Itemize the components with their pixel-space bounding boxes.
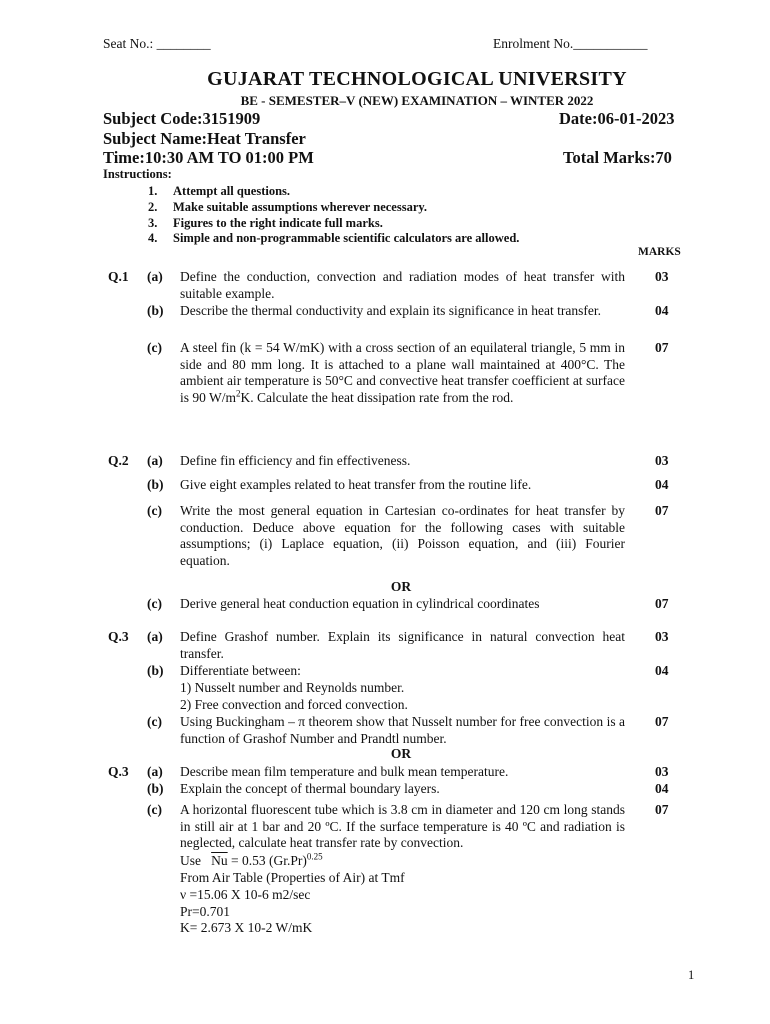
question-text: Differentiate between:: [180, 663, 301, 678]
instruction-text: Figures to the right indicate full marks.: [173, 216, 383, 230]
or-separator: OR: [390, 579, 412, 594]
sub-question-label: (b): [147, 781, 164, 796]
sub-question-label: (a): [147, 764, 163, 779]
question-marks: 04: [655, 477, 669, 492]
question-marks: 07: [655, 596, 669, 611]
question-marks: 03: [655, 764, 669, 779]
prandtl-number-value: Pr=0.701: [180, 904, 230, 919]
total-marks: Total Marks:70: [563, 148, 672, 167]
sub-question-label: (a): [147, 269, 163, 284]
question-marks: 04: [655, 303, 669, 318]
exam-title: BE - SEMESTER–V (NEW) EXAMINATION – WINTER 2022: [240, 93, 594, 108]
question-text: Describe mean film temperature and bulk mean temperature.: [180, 764, 509, 779]
university-title: GUJARAT TECHNOLOGICAL UNIVERSITY: [207, 68, 627, 90]
question-number: Q.1: [108, 269, 129, 284]
question-text-part: K. Calculate the heat dissipation rate from the rod.: [240, 389, 514, 405]
question-marks: 07: [655, 503, 669, 518]
instruction-num: 4.: [148, 231, 158, 245]
use-label: Use: [180, 853, 201, 868]
formula-text: = 0.53 (Gr.Pr): [227, 853, 307, 868]
question-marks: 04: [655, 781, 669, 796]
marks-column-header: MARKS: [638, 246, 681, 258]
question-number: Q.3: [108, 629, 129, 644]
sub-question-label: (b): [147, 663, 164, 678]
instruction-text: Attempt all questions.: [173, 184, 291, 198]
sub-question-label: (c): [147, 503, 162, 518]
instruction-num: 1.: [148, 184, 158, 198]
question-marks: 04: [655, 663, 669, 678]
question-marks: 03: [655, 453, 669, 468]
superscript: 2: [236, 388, 241, 399]
subject-code: Subject Code:3151909: [103, 109, 261, 128]
question-text: Define fin efficiency and fin effectiveness.: [180, 453, 411, 468]
enrolment-number-field: Enrolment No.___________: [493, 36, 648, 51]
question-number: Q.3: [108, 764, 129, 779]
question-text: [180, 340, 625, 406]
sub-question-label: (c): [147, 714, 162, 729]
question-text: Define the conduction, convection and radiation modes of heat transfer with suitable example.: [180, 269, 625, 301]
seat-number-field: Seat No.: ________: [103, 36, 211, 51]
sub-question-label: (c): [147, 340, 162, 355]
question-text: Write the most general equation in Cartesian co-ordinates for heat transfer by conduction. Deduce above equation for the following cases with suitable assumptions; (i) Laplace equation, (ii) Poisson equation, and (iii) Fourier equation.: [180, 503, 625, 568]
page-number: 1: [688, 968, 695, 982]
formula-exponent: 0.25: [306, 851, 323, 862]
air-table-line: From Air Table (Properties of Air) at Tmf: [180, 870, 405, 885]
question-marks: 03: [655, 269, 669, 284]
sub-question-label: (c): [147, 596, 162, 611]
question-text-line: 2) Free convection and forced convection.: [180, 697, 408, 712]
nusselt-symbol: $\overline{Nu}$: [211, 853, 228, 868]
kinematic-viscosity-value: ν =15.06 X 10-6 m2/sec: [180, 887, 311, 902]
question-text: Describe the thermal conductivity and explain its significance in heat transfer.: [180, 303, 601, 318]
question-text: Explain the concept of thermal boundary layers.: [180, 781, 440, 796]
instructions-title: Instructions:: [103, 167, 172, 181]
question-text: A horizontal fluorescent tube which is 3.8 cm in diameter and 120 cm long stands in still air at 1 bar and 20 ºC. If the surface temperature is 40 ºC and radiation is neglected, calculate heat transfer rate by convection.: [180, 802, 625, 851]
sub-question-label: (c): [147, 802, 162, 817]
sub-question-label: (a): [147, 453, 163, 468]
question-text: Derive general heat conduction equation in cylindrical coordinates: [180, 596, 540, 611]
sub-question-label: (b): [147, 477, 164, 492]
question-text-part: A steel fin (k = 54 W/mK) with a cross section of an equilateral triangle, 5 mm in side and 80 mm long. It is attached to a plane wall maintained at 400°C. The ambient air temperature is 50°C and convective heat transfer coefficient at surface is 90 W/m: [180, 340, 625, 405]
instruction-text: Simple and non-programmable scientific calculators are allowed.: [173, 231, 520, 245]
question-marks: 07: [655, 714, 669, 729]
question-marks: 07: [655, 340, 669, 355]
question-text: Define Grashof number. Explain its significance in natural convection heat transfer.: [180, 629, 625, 661]
question-text-line: 1) Nusselt number and Reynolds number.: [180, 680, 405, 695]
exam-time: Time:10:30 AM TO 01:00 PM: [103, 148, 314, 167]
or-separator: OR: [390, 746, 412, 761]
subject-name: Subject Name:Heat Transfer: [103, 129, 306, 148]
question-text: Using Buckingham – π theorem show that Nusselt number for free convection is a function of Grashof Number and Prandtl number.: [180, 714, 625, 746]
formula-line: [180, 853, 323, 870]
instruction-text: Make suitable assumptions wherever necessary.: [173, 200, 428, 214]
question-marks: 03: [655, 629, 669, 644]
question-number: Q.2: [108, 453, 129, 468]
question-text: Give eight examples related to heat transfer from the routine life.: [180, 477, 532, 492]
thermal-conductivity-value: K= 2.673 X 10-2 W/mK: [180, 920, 313, 935]
exam-date: Date:06-01-2023: [559, 109, 675, 128]
sub-question-label: (a): [147, 629, 163, 644]
instruction-num: 3.: [148, 216, 158, 230]
question-marks: 07: [655, 802, 669, 817]
sub-question-label: (b): [147, 303, 164, 318]
instruction-num: 2.: [148, 200, 158, 214]
